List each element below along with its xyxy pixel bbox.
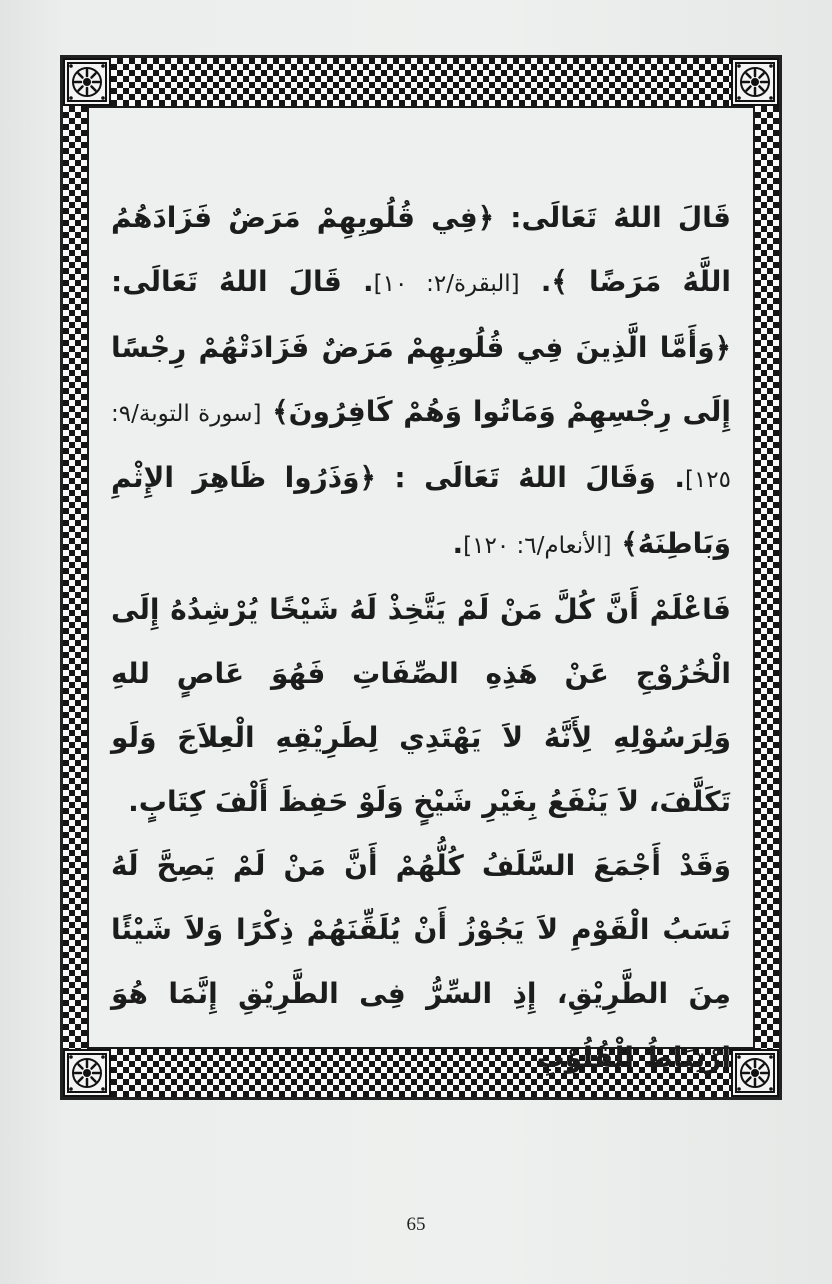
corner-ornament-icon bbox=[63, 1049, 111, 1097]
paragraph bbox=[111, 578, 731, 834]
checker-border-left bbox=[63, 58, 87, 1097]
paragraph-text: وَقَدْ أَجْمَعَ السَّلَفُ كُلُّهُمْ أَنَّ مَنْ لَمْ يَصِحَّ لَهُ نَسَبُ الْقَوْمِ لاَ يَجُوْزُ أَنْ يُلَقِّنَهُمْ ذِكْرًا وَلاَ شَيْئًا مِنَ الطَّرِيْقِ، إِذِ السِّرُّ فِى الطَّرِيْقِ إِنَّمَا هُوَ ارْتِبَاطُ الْقُلُوْبِ bbox=[111, 849, 731, 1074]
paragraph-text: . bbox=[452, 527, 464, 560]
paragraph bbox=[111, 186, 731, 578]
decorative-frame bbox=[60, 55, 782, 1100]
verse-reference: [البقرة/٢: ١٠] bbox=[373, 271, 520, 297]
verse-reference: [الأنعام/٦: ١٢٠] bbox=[463, 533, 612, 559]
verse-reference: [سورة التوبة/٩: ١٢٥] bbox=[111, 401, 731, 493]
checker-border-right bbox=[755, 58, 779, 1097]
paragraph-text: قَالَ اللهُ تَعَالَى: ﴿فِي قُلُوبِهِمْ مَرَضٌ فَزَادَهُمُ اللَّهُ مَرَضًا ﴾. bbox=[111, 201, 732, 298]
corner-ornament-icon bbox=[731, 1049, 779, 1097]
corner-ornament-icon bbox=[731, 58, 779, 106]
paragraph-text: . وَقَالَ اللهُ تَعَالَى : ﴿وَذَرُوا ظَاهِرَ الإِثْمِ وَبَاطِنَهُ﴾ bbox=[111, 461, 731, 560]
page-number: 65 bbox=[406, 1214, 426, 1235]
paragraph-text: . قَالَ اللهُ تَعَالَى: ﴿وَأَمَّا الَّذِينَ فِي قُلُوبِهِمْ مَرَضٌ فَزَادَتْهُمْ رِجْسًا إِلَى رِجْسِهِمْ وَمَاتُوا وَهُمْ كَافِرُونَ﴾ bbox=[111, 265, 732, 428]
text-block bbox=[87, 106, 755, 1074]
checker-border-top bbox=[63, 58, 779, 106]
corner-ornament-icon bbox=[63, 58, 111, 106]
paragraph bbox=[111, 834, 731, 1090]
body-text bbox=[111, 186, 731, 1090]
paragraph-text: فَاعْلَمْ أَنَّ كُلَّ مَنْ لَمْ يَتَّخِذْ لَهُ شَيْخًا يُرْشِدُهُ إِلَى الْخُرُوْجِ عَنْ هَذِهِ الصِّفَاتِ فَهُوَ عَاصٍ للهِ وَلِرَسُوْلِهِ لِأَنَّهُ لاَ يَهْتَدِي لِطَرِيْقِهِ الْعِلاَجَ وَلَو تَكَلَّفَ، لاَ يَنْفَعُ بِغَيْرِ شَيْخٍ وَلَوْ حَفِظَ أَلْفَ كِتَابٍ. bbox=[111, 593, 731, 818]
